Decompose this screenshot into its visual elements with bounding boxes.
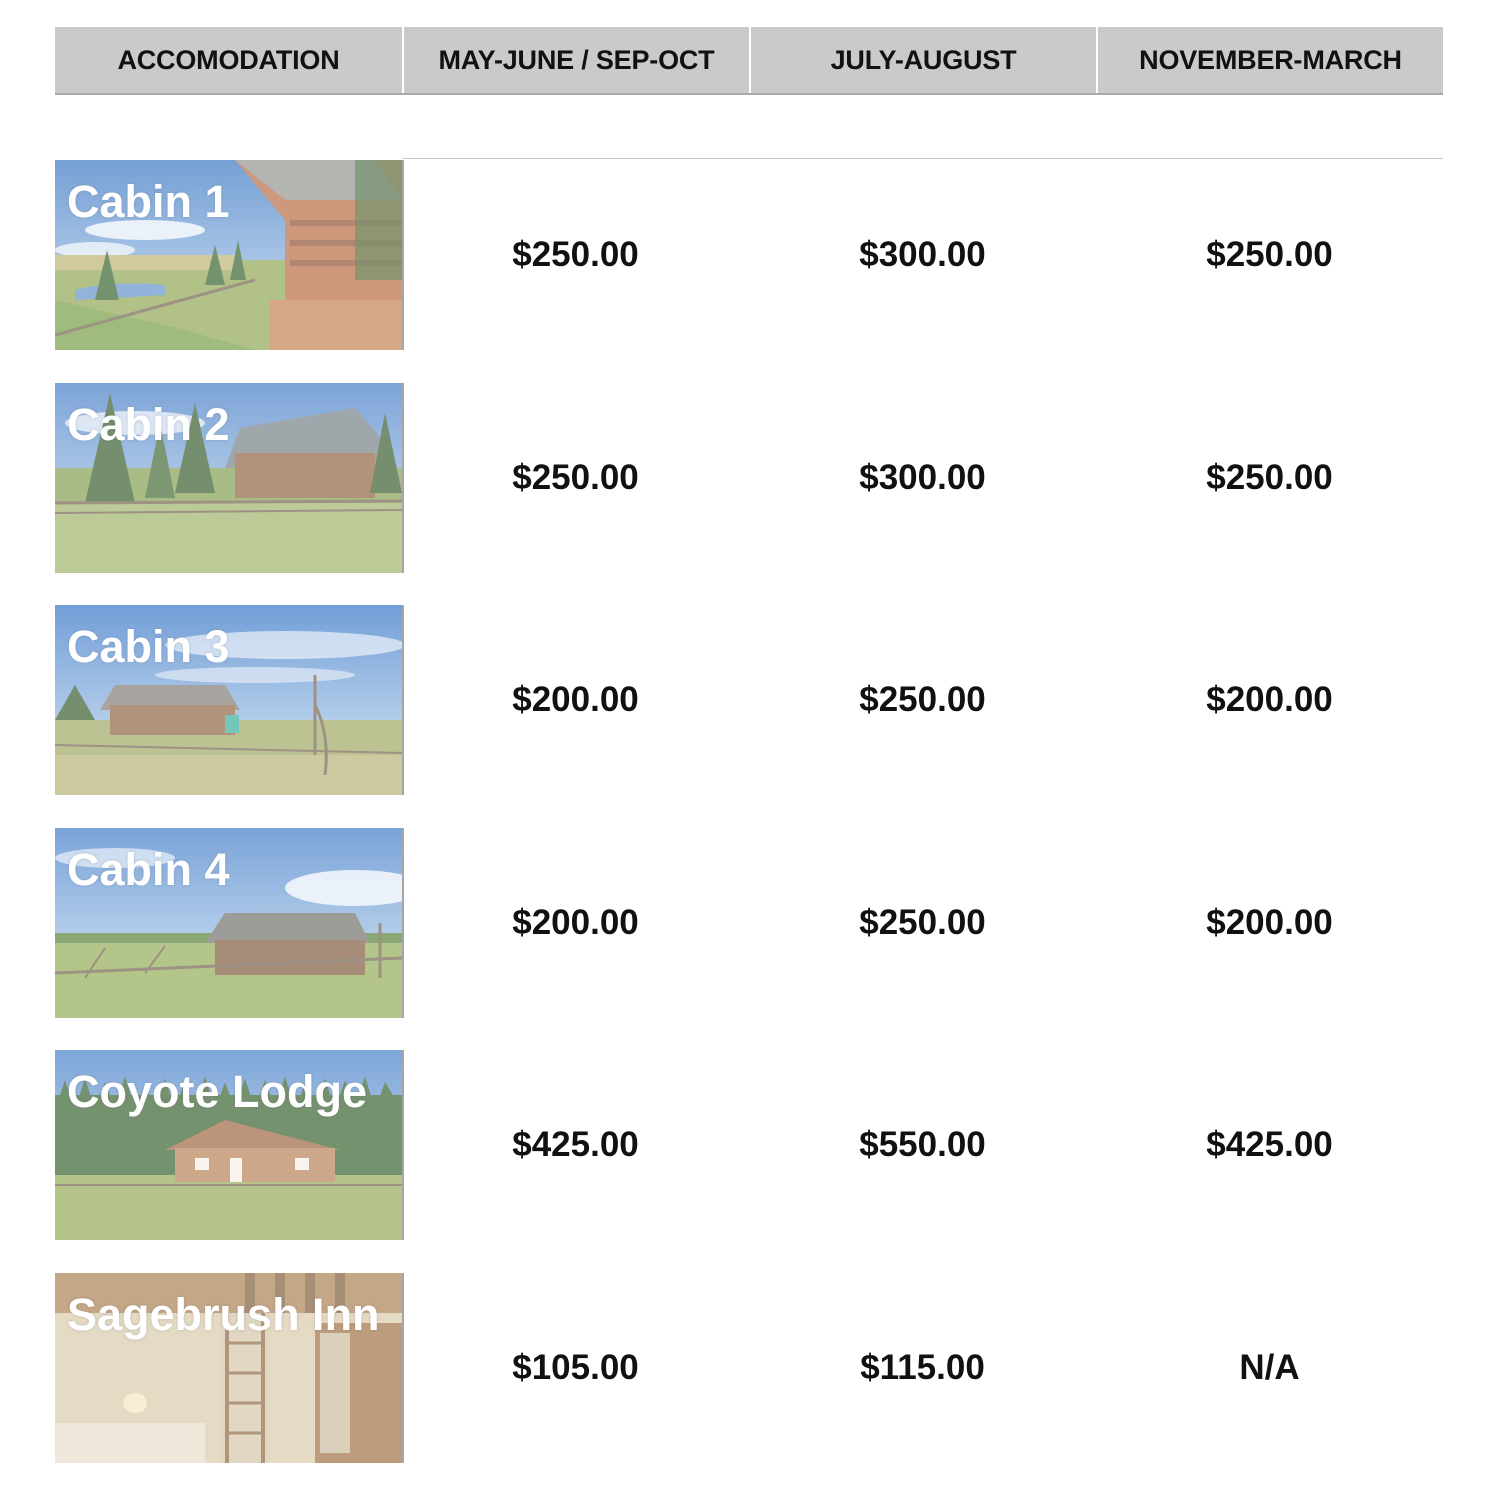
cabin-2-label: Cabin 2 <box>67 399 230 450</box>
table-row <box>55 1273 1443 1463</box>
cabin-2-price-july-august: $300.00 <box>859 458 986 497</box>
cabin-3-price-november-march: $200.00 <box>1206 680 1333 719</box>
sagebrush-inn-label: Sagebrush Inn <box>67 1289 380 1340</box>
header-accomodation: ACCOMODATION <box>117 44 340 75</box>
sagebrush-inn-price-july-august: $115.00 <box>860 1348 985 1387</box>
cabin-4-photo <box>55 828 404 1018</box>
coyote-lodge-photo <box>55 1050 404 1240</box>
cabin-3-price-may-june-sep-oct: $200.00 <box>512 680 639 719</box>
cabin-4-price-november-march: $200.00 <box>1206 903 1333 942</box>
cabin-1-photo <box>55 160 404 350</box>
cabin-1-label: Cabin 1 <box>67 176 230 227</box>
cabin-1-price-may-june-sep-oct: $250.00 <box>512 235 639 274</box>
sagebrush-inn-photo <box>55 1273 404 1463</box>
coyote-lodge-label: Coyote Lodge <box>67 1066 367 1117</box>
table-top-divider <box>402 158 1443 159</box>
cabin-2-photo <box>55 383 404 573</box>
cabin-4-label: Cabin 4 <box>67 844 230 895</box>
cabin-4-price-may-june-sep-oct: $200.00 <box>512 903 639 942</box>
cabin-3-photo <box>55 605 404 795</box>
cabin-4-price-july-august: $250.00 <box>859 903 986 942</box>
cabin-3-label: Cabin 3 <box>67 621 230 672</box>
table-header <box>55 27 1443 95</box>
table-row <box>55 605 1443 795</box>
header-july-august: JULY-AUGUST <box>749 27 1096 93</box>
sagebrush-inn-price-november-march: N/A <box>1239 1348 1300 1387</box>
table-row <box>55 383 1443 573</box>
table-row <box>55 160 1443 350</box>
header-november-march: NOVEMBER-MARCH <box>1096 27 1443 93</box>
coyote-lodge-price-may-june-sep-oct: $425.00 <box>512 1125 639 1164</box>
cabin-1-price-july-august: $300.00 <box>859 235 986 274</box>
sagebrush-inn-price-may-june-sep-oct: $105.00 <box>512 1348 639 1387</box>
cabin-2-price-may-june-sep-oct: $250.00 <box>512 458 639 497</box>
coyote-lodge-price-november-march: $425.00 <box>1206 1125 1333 1164</box>
table-row <box>55 1050 1443 1240</box>
cabin-3-price-july-august: $250.00 <box>859 680 986 719</box>
cabin-2-price-november-march: $250.00 <box>1206 458 1333 497</box>
table-row <box>55 828 1443 1018</box>
header-may-june-sep-oct: MAY-JUNE / SEP-OCT <box>402 27 749 93</box>
coyote-lodge-price-july-august: $550.00 <box>859 1125 986 1164</box>
cabin-1-price-november-march: $250.00 <box>1206 235 1333 274</box>
